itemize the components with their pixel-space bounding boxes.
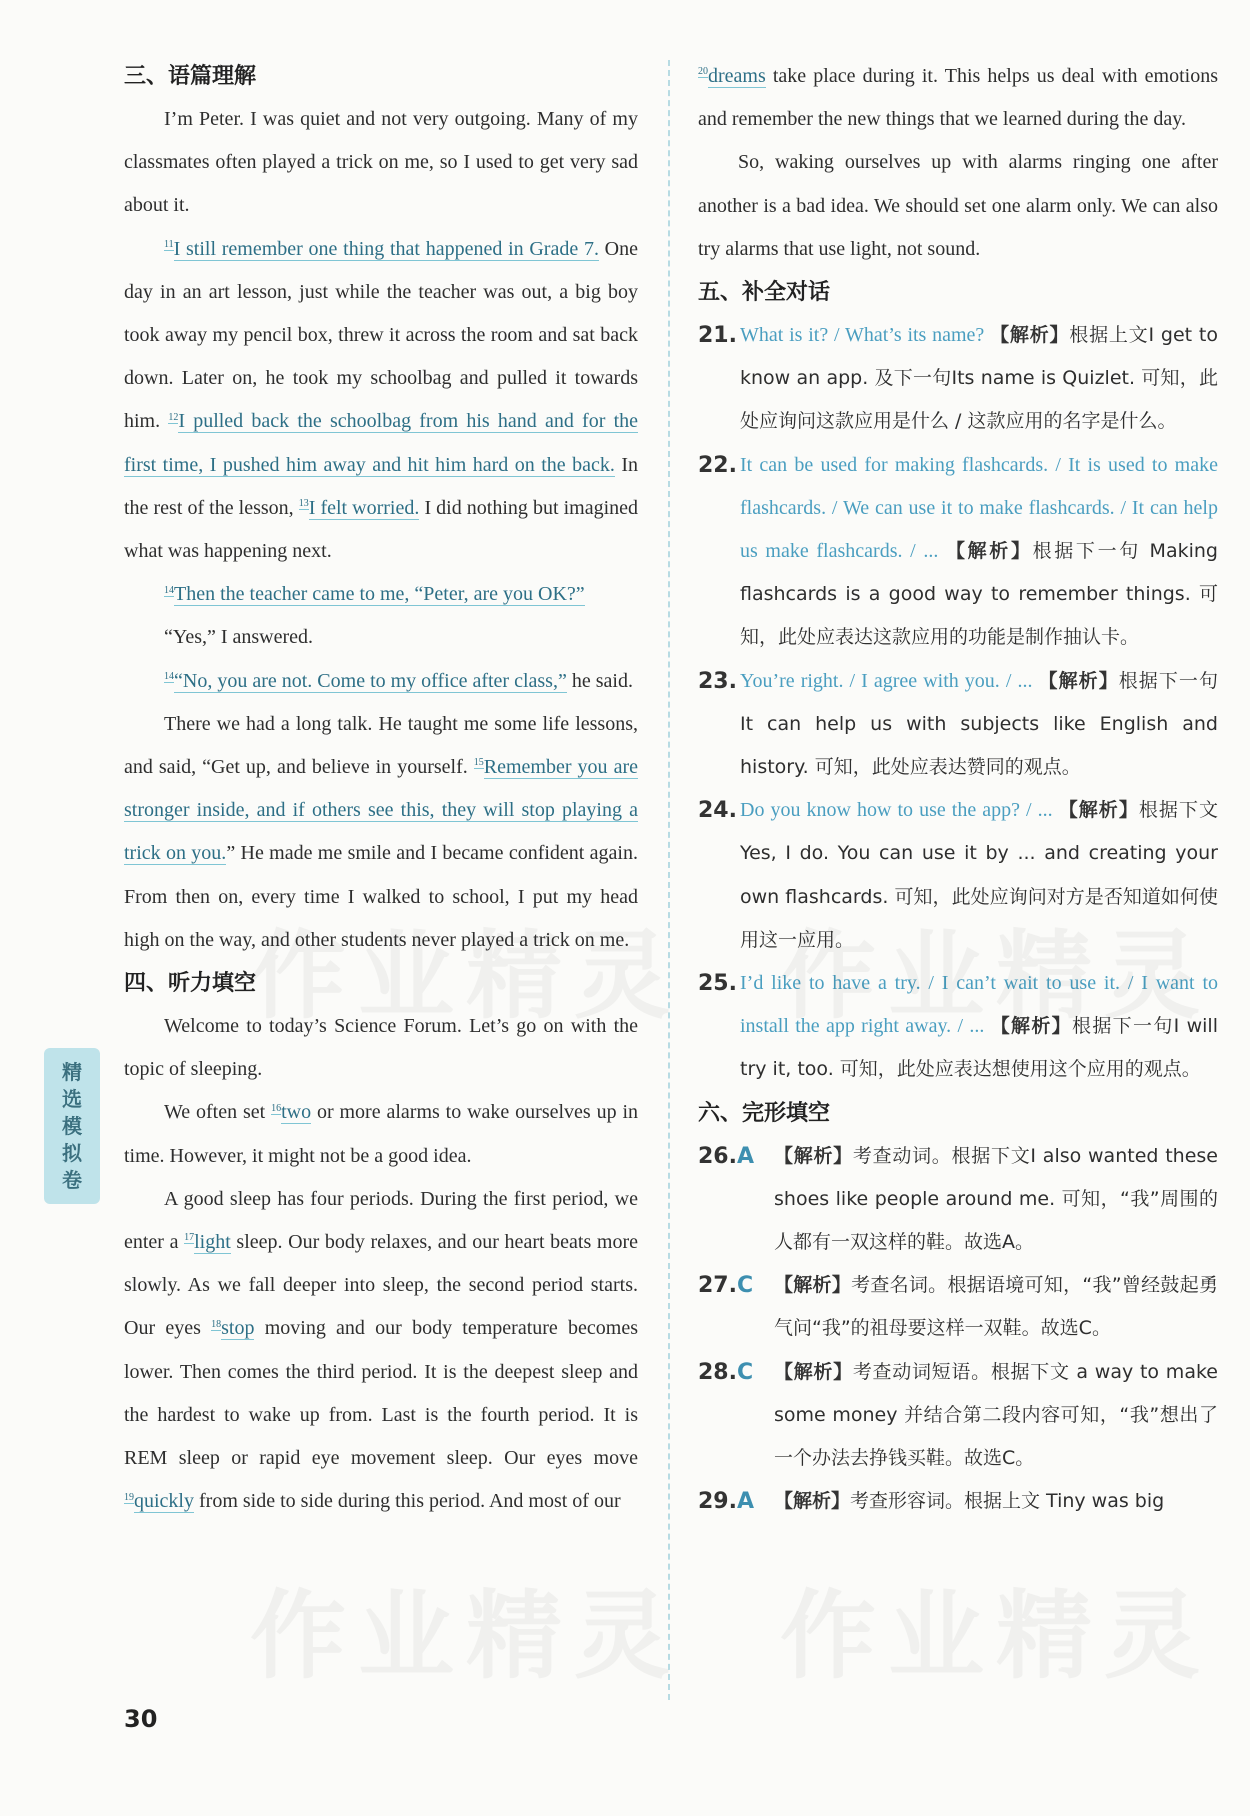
marker-11: 11 [164,238,174,250]
text-span: In the rest of the lesson, [124,453,638,519]
analysis-tag: 【解析】 [1058,799,1139,822]
section-6-title: 六、完形填空 [698,1100,831,1126]
number-text: 26. [698,1143,737,1169]
explanation: 考查形容词。根据上文 Tiny was big [850,1490,1165,1513]
question-number-21: 21. [698,323,737,349]
watermark [780,1560,1212,1697]
answer-options: What is it? / What’s its name? [740,324,985,347]
explanation: 考查动词。根据下文I also wanted these shoes like people around me. 可知，“我”周围的人都有一双这样的鞋。故选A。 [774,1144,1218,1254]
marker-14a: 14 [164,584,174,596]
listening-paragraph-4 [698,55,1218,141]
highlight-13: I felt worried. [308,496,420,519]
explanation: 考查名词。根据语境可知，“我”曾经鼓起勇气问“我”的祖母要这样一双鞋。故选C。 [774,1274,1218,1340]
answer-options: It can be used for making flashcards. / It is used to make flashcards. / We can use it to make flashcards. / It can help us make flashcards. / ... [740,453,1218,563]
answer-item-22 [698,444,1218,660]
text-span: A good sleep has four periods. During the first period, we enter a [124,1187,638,1254]
left-column [124,55,638,1524]
passage-paragraph-2 [124,228,638,574]
marker-19: 19 [124,1491,134,1503]
side-tab-char: 模 [62,1113,82,1138]
answer-17: light [194,1231,231,1254]
listening-paragraph-2 [124,1091,638,1177]
text-span: or more alarms to wake ourselves up in time. However, it might not be a good idea. [124,1101,638,1167]
listening-paragraph-1: Welcome to today’s Science Forum. Let’s go on with the topic of sleeping. [124,1015,638,1081]
text-span: from side to side during this period. And most of our [194,1490,621,1513]
answer-16: two [281,1101,312,1124]
answer-options: Do you know how to use the app? / ... [740,799,1053,822]
column-divider [668,60,670,1700]
explanation: 考查动词短语。根据下文 a way to make some money 并结合第二段内容可知，“我”想出了一个办法去挣钱买鞋。故选C。 [774,1360,1218,1470]
question-number-25: 25. [698,971,737,997]
highlight-12: I pulled back the schoolbag from his hand and for the first time, I pushed him away and hit him hard on the back. [124,410,639,476]
question-number-27 [698,1264,753,1307]
analysis-tag: 【解析】 [774,1490,851,1513]
text-span: There we had a long talk. He taught me some life lessons, and said, “Get up, and believe in yourself. [124,712,638,779]
answer-item-21 [698,314,1218,444]
question-number-28 [698,1351,753,1394]
highlight-14a: Then the teacher came to me, “Peter, are you OK?” [174,583,585,606]
answer-item-27 [698,1264,1218,1350]
explanation: 根据下文 Yes, I do. You can use it by ... and creating your own flashcards. 可知，此处应询问对方是否知道如何使用这一应用。 [740,799,1218,951]
answer-options: You’re right. / I agree with you. / ... [740,669,1033,692]
watermark [780,900,1212,1037]
number-text: 28. [698,1359,737,1385]
marker-17: 17 [184,1232,195,1244]
passage-paragraph-1: I’m Peter. I was quiet and not very outgoing. Many of my classmates often played a trick on me, so I used to get very sad about it. [124,108,638,217]
passage-paragraph-5 [124,660,638,703]
answer-options: I’d like to have a try. / I can’t wait to use it. / I want to install the app right away. / ... [740,972,1218,1038]
side-tab-char: 拟 [62,1140,82,1165]
answer-letter-29: A [736,1489,755,1515]
answer-text-28 [740,1351,1218,1481]
analysis-tag: 【解析】 [946,540,1033,563]
analysis-tag: 【解析】 [1038,669,1119,692]
question-number-26 [698,1135,754,1178]
highlight-15: Remember you are stronger inside, and if others see this, they will stop playing a trick on you. [124,756,638,865]
highlight-11: I still remember one thing that happened in Grade 7. [173,237,599,260]
answer-item-23 [698,660,1218,790]
question-number-22: 22. [698,452,737,478]
analysis-tag: 【解析】 [774,1360,853,1383]
answer-18: stop [221,1317,255,1340]
answer-text-27 [740,1264,1218,1350]
text-span: moving and our body temperature becomes lower. Then comes the third period. It is the deepest sleep and the hardest to wake up from. Last is the fourth period. It is REM sleep or rapid eye movement sleep. Our eyes move [124,1317,639,1470]
section-4-title: 四、听力填空 [124,971,257,997]
question-number-24: 24. [698,798,737,824]
passage-paragraph-4: “Yes,” I answered. [164,626,314,649]
watermark [250,900,682,1037]
text-span: ” He made me smile and I became confident again. From then on, every time I walked to school, I put my head high on the way, and other students never played a trick on me. [124,842,638,951]
marker-20: 20 [698,66,708,78]
explanation: 根据下一句I will try it, too. 可知，此处应表达想使用这个应用的观点。 [740,1015,1218,1081]
text-span: he said. [566,669,633,692]
answer-text-29 [740,1480,1218,1523]
marker-14b: 14 [164,670,174,682]
explanation: 根据下一句 Making flashcards is a good way to remember things. 可知，此处应表达这款应用的功能是制作抽认卡。 [740,540,1218,649]
number-text: 27. [698,1273,737,1299]
question-number-29 [698,1480,754,1523]
explanation: 根据上文I get to know an app. 及下一句Its name is Quizlet. 可知，此处应询问这款应用是什么 / 这款应用的名字是什么。 [740,324,1218,433]
right-column [698,55,1218,1524]
text-span: I did nothing but imagined what was happening next. [124,496,639,563]
answer-letter-27: C [736,1273,754,1299]
answer-20: dreams [708,65,766,87]
listening-paragraph-3 [124,1178,638,1524]
section-5-title: 五、补全对话 [698,280,831,306]
answer-letter-26: A [736,1143,755,1169]
listening-paragraph-5: So, waking ourselves up with alarms ringing one after another is a bad idea. We should set one alarm only. We can also try alarms that use light, not sound. [698,151,1218,260]
text-span: take place during it. This helps us deal with emotions and remember the new things that we learned during the day. [698,65,1218,131]
answer-text-22 [740,444,1218,660]
analysis-tag: 【解析】 [774,1144,853,1167]
answer-text-26 [740,1135,1218,1265]
text-span: We often set [164,1101,272,1124]
marker-16: 16 [271,1102,282,1114]
side-tab [44,1048,100,1204]
answer-text-21 [740,314,1218,444]
answer-item-28 [698,1351,1218,1481]
passage-paragraph-3 [124,573,638,616]
answer-letter-28: C [736,1359,754,1385]
text-span: sleep. Our body relaxes, and our heart beats more slowly. As we fall deeper into sleep, the second period starts. Our eyes [124,1231,638,1340]
answer-19: quickly [134,1490,194,1513]
analysis-tag: 【解析】 [990,324,1070,347]
question-number-23: 23. [698,668,737,694]
side-tab-char: 选 [62,1086,82,1111]
answer-item-26 [698,1135,1218,1265]
marker-18: 18 [211,1318,222,1330]
watermark [250,1560,682,1697]
analysis-tag: 【解析】 [990,1015,1073,1038]
number-text: 29. [698,1489,737,1515]
text-span: One day in an art lesson, just while the teacher was out, a big boy took away my pencil box, threw it across the room and sat back down. Later on, he took my schoolbag and pulled it towards him. [124,237,638,433]
section-3-title: 三、语篇理解 [124,64,257,89]
highlight-14b: “No, you are not. Come to my office after class,” [174,669,567,692]
answer-text-23 [740,660,1218,790]
marker-12: 12 [168,411,179,423]
marker-13: 13 [298,498,309,510]
analysis-tag: 【解析】 [774,1274,852,1297]
side-tab-char: 精 [62,1059,82,1084]
side-tab-char: 卷 [62,1167,82,1192]
marker-15: 15 [473,757,484,769]
explanation: 根据下一句 It can help us with subjects like English and history. 可知，此处应表达赞同的观点。 [740,669,1218,779]
answer-item-29 [698,1480,1218,1523]
page-number: 30 [124,1705,158,1733]
